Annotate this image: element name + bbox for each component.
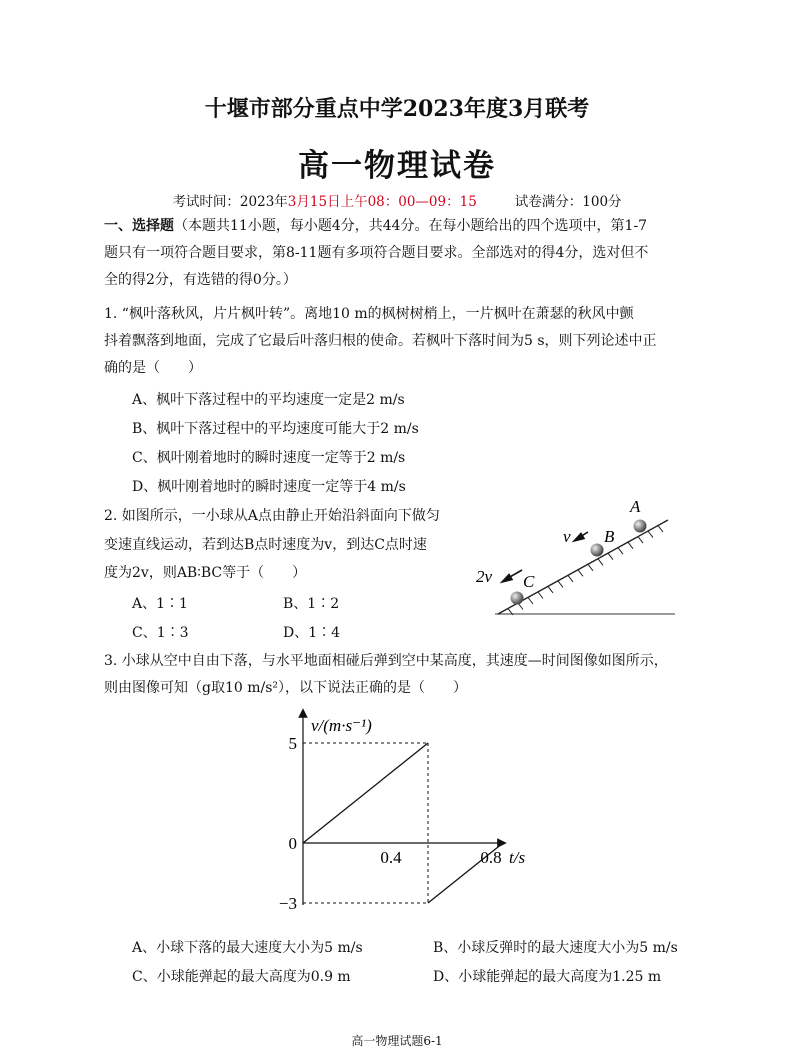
exam-info (0, 190, 794, 210)
y-tick-label: 0 (288, 834, 297, 853)
q1-option-a: A、枫叶下落过程中的平均速度一定是2 m/s (132, 392, 405, 408)
q3-line1: 3. 小球从空中自由下落，与水平地面相碰后弹到空中某高度，其速度—时间图像如图所示， (104, 653, 668, 669)
exam-subtitle: 十堰市部分重点中学2023年度3月联考 (204, 96, 590, 122)
incline-line (498, 520, 668, 614)
incline-hatching (508, 526, 663, 615)
q3-option-d: D、小球能弹起的最大高度为1.25 m (433, 969, 662, 985)
x-tick-label: 0.4 (380, 848, 402, 867)
q1-option-d: D、枫叶刚着地时的瞬时速度一定等于4 m/s (132, 479, 406, 495)
q2-option-d: D、1∶4 (283, 625, 341, 641)
y-tick-label: 5 (288, 734, 297, 753)
ball-b (591, 544, 604, 557)
q1-line1: 1. “枫叶落秋风，片片枫叶转”。离地10 m的枫树树梢上，一片枫叶在萧瑟的秋风中颤 (104, 306, 634, 322)
label-v: v (563, 527, 571, 546)
arrow-c (502, 570, 522, 582)
y-axis-label: v/(m·s⁻¹) (311, 716, 372, 735)
q2-option-a: A、1∶1 (132, 596, 188, 612)
incline-figure (460, 490, 690, 625)
q2-line2: 变速直线运动，若到达B点时速度为v，到达C点时速 (104, 537, 427, 553)
label-a: A (630, 497, 641, 516)
q1-option-c: C、枫叶刚着地时的瞬时速度一定等于2 m/s (132, 450, 406, 466)
label-b: B (604, 527, 615, 546)
ball-a (634, 520, 647, 533)
section1-intro-line3: 全的得2分，有选错的得0分。） (104, 272, 297, 288)
q1-line3: 确的是（ ） (104, 360, 202, 376)
q3-line2: 则由图像可知（g取10 m/s²），以下说法正确的是（ ） (104, 680, 468, 696)
exam-score: 试卷满分：100分 (514, 194, 622, 210)
velocity-time-graph (270, 705, 530, 920)
q2-line3: 度为2v，则AB∶BC等于（ ） (104, 565, 307, 581)
page-footer: 高一物理试题6-1 (351, 1034, 443, 1048)
q2-option-c: C、1∶3 (132, 625, 189, 641)
label-2v: 2v (476, 567, 493, 586)
page-title: 高一物理试卷 (298, 148, 496, 184)
y-tick-label: −3 (278, 894, 297, 913)
section1-intro-line2: 题只有一项符合题目要求，第8-11题有多项符合题目要求。全部选对的得4分，选对但不 (104, 245, 649, 261)
q2-line1: 2. 如图所示，一小球从A点由静止开始沿斜面向下做匀 (104, 508, 440, 524)
label-c: C (523, 572, 535, 591)
x-axis-label: t/s (509, 848, 526, 867)
x-tick-label: 0.8 (480, 848, 502, 867)
q2-option-b: B、1∶2 (283, 596, 340, 612)
exam-time-date: 3月15日上午08：00—09：15 (287, 194, 477, 210)
section1-intro-line1: 一、选择题（本题共11小题，每小题4分，共44分。在每小题给出的四个选项中，第1-7 (104, 218, 648, 234)
q3-option-b: B、小球反弹时的最大速度大小为5 m/s (433, 940, 678, 956)
section1-heading: 一、选择题 (104, 218, 174, 234)
q1-line2: 抖着飘落到地面，完成了它最后叶落归根的使命。若枫叶下落时间为5 s，则下列论述中正 (104, 333, 657, 349)
q3-option-a: A、小球下落的最大速度大小为5 m/s (132, 940, 363, 956)
q3-option-c: C、小球能弹起的最大高度为0.9 m (132, 969, 351, 985)
arrow-b (574, 532, 588, 541)
exam-time-prefix: 考试时间：2023年 (172, 194, 288, 210)
q1-option-b: B、枫叶下落过程中的平均速度可能大于2 m/s (132, 421, 419, 437)
ball-c (511, 592, 524, 605)
series-line-fall (303, 743, 428, 843)
